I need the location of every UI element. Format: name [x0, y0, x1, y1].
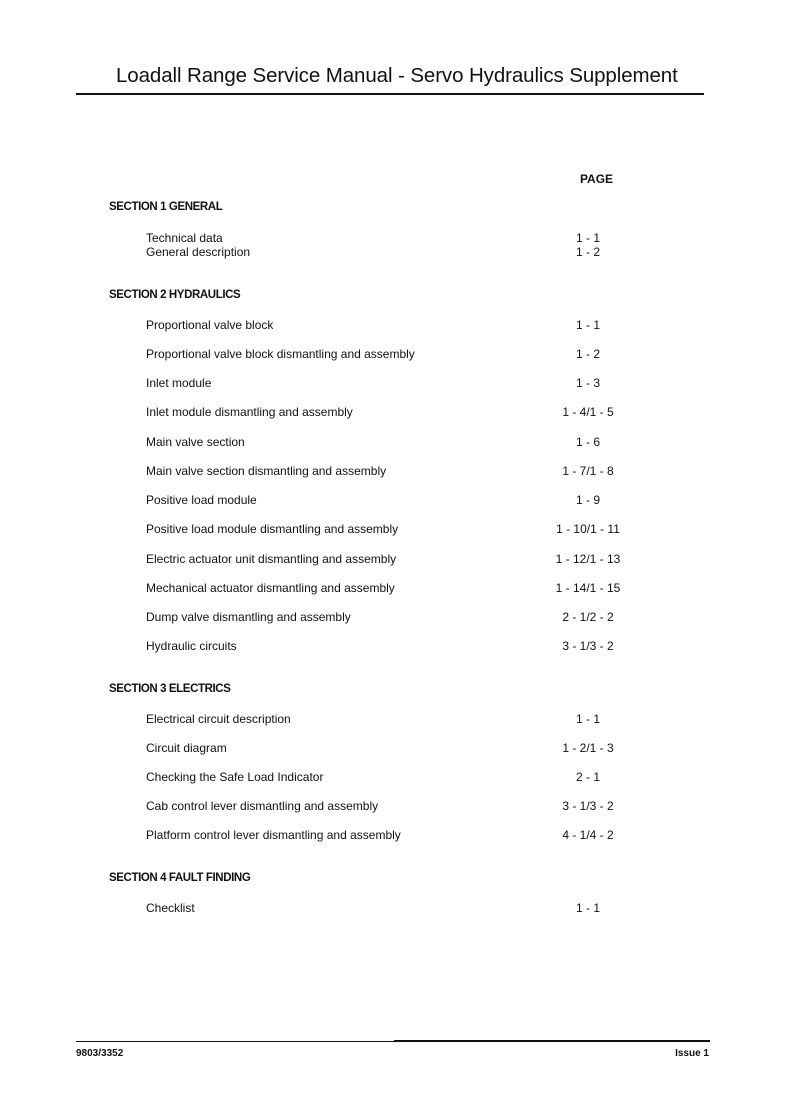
toc-entry-page: 1 - 12/1 - 13 — [555, 552, 621, 566]
section-heading: SECTION 3 ELECTRICS — [109, 683, 231, 695]
toc-entry — [146, 522, 633, 538]
toc-entry — [146, 435, 633, 451]
toc-entry-page: 1 - 14/1 - 15 — [555, 581, 621, 595]
toc-entry-title: Checking the Safe Load Indicator — [146, 770, 324, 784]
toc-entry-title: Main valve section — [146, 435, 245, 449]
toc-entry-page: 1 - 10/1 - 11 — [556, 522, 620, 536]
header-rule — [76, 93, 704, 95]
toc-entry — [146, 770, 633, 786]
toc-entry-title: Proportional valve block — [146, 318, 274, 332]
toc-entry-page: 1 - 2 — [575, 347, 600, 361]
toc-entry — [146, 245, 633, 261]
toc-entry-title: Positive load module dismantling and assembly — [146, 522, 399, 536]
toc-entry-title: Technical data — [146, 231, 223, 245]
toc-entry — [146, 712, 633, 728]
toc-entry-page: 3 - 1/3 - 2 — [562, 639, 614, 653]
toc-entry-title: Electrical circuit description — [146, 712, 291, 726]
toc-entry — [146, 828, 633, 844]
document-title: Loadall Range Service Manual - Servo Hydraulics Supplement — [116, 64, 678, 87]
toc-entry-page: 1 - 1 — [575, 712, 600, 726]
toc-entry-page: 1 - 1 — [575, 901, 600, 915]
toc-entry — [146, 405, 633, 421]
toc-entry-title: Cab control lever dismantling and assembly — [146, 799, 379, 813]
toc-entry-title: Electric actuator unit dismantling and assembly — [146, 552, 397, 566]
toc-entry — [146, 581, 633, 597]
toc-entry-title: Inlet module — [146, 376, 212, 390]
toc-entry — [146, 376, 633, 392]
toc-entry-page: 1 - 4/1 - 5 — [562, 405, 614, 419]
toc-entry-page: 2 - 1 — [575, 770, 600, 784]
toc-entry-title: General description — [146, 245, 251, 259]
toc-entry — [146, 552, 633, 568]
toc-entry-page: 1 - 3 — [575, 376, 600, 390]
toc-entry — [146, 347, 633, 363]
toc-entry-page: 4 - 1/4 - 2 — [562, 828, 614, 842]
toc-entry-page: 1 - 2/1 - 3 — [562, 741, 614, 755]
document-number: 9803/3352 — [76, 1048, 124, 1059]
toc-entry — [146, 799, 633, 815]
footer-rule — [76, 1041, 394, 1042]
footer-rule — [394, 1040, 710, 1042]
toc-entry — [146, 610, 633, 626]
toc-entry-title: Dump valve dismantling and assembly — [146, 610, 351, 624]
toc-entry — [146, 741, 633, 757]
section-heading: SECTION 1 GENERAL — [109, 201, 223, 213]
toc-entry-title: Positive load module — [146, 493, 257, 507]
toc-entry-page: 1 - 7/1 - 8 — [562, 464, 614, 478]
toc-entry-title: Main valve section dismantling and assembly — [146, 464, 387, 478]
toc-entry-page: 1 - 9 — [575, 493, 600, 507]
toc-entry-title: Inlet module dismantling and assembly — [146, 405, 353, 419]
section-heading: SECTION 4 FAULT FINDING — [109, 872, 251, 884]
issue-label: Issue 1 — [675, 1048, 709, 1059]
section-heading: SECTION 2 HYDRAULICS — [109, 289, 241, 301]
toc-entry-title: Checklist — [146, 901, 195, 915]
toc-entry-page: 3 - 1/3 - 2 — [562, 799, 614, 813]
toc-entry — [146, 493, 633, 509]
toc-entry — [146, 464, 633, 480]
toc-entry — [146, 639, 633, 655]
toc-entry-title: Circuit diagram — [146, 741, 227, 755]
toc-entry-title: Proportional valve block dismantling and assembly — [146, 347, 415, 361]
toc-entry-title: Platform control lever dismantling and assembly — [146, 828, 401, 842]
toc-entry — [146, 318, 633, 334]
toc-entry — [146, 901, 633, 917]
toc-entry-page: 1 - 1 — [575, 318, 600, 332]
page-column-label: PAGE — [579, 172, 614, 186]
toc-entry-page: 2 - 1/2 - 2 — [562, 610, 614, 624]
toc-entry-title: Hydraulic circuits — [146, 639, 237, 653]
toc-entry-title: Mechanical actuator dismantling and assembly — [146, 581, 395, 595]
toc-entry-page: 1 - 2 — [575, 245, 600, 259]
toc-entry-page: 1 - 6 — [575, 435, 600, 449]
toc-entry-page: 1 - 1 — [575, 231, 600, 245]
